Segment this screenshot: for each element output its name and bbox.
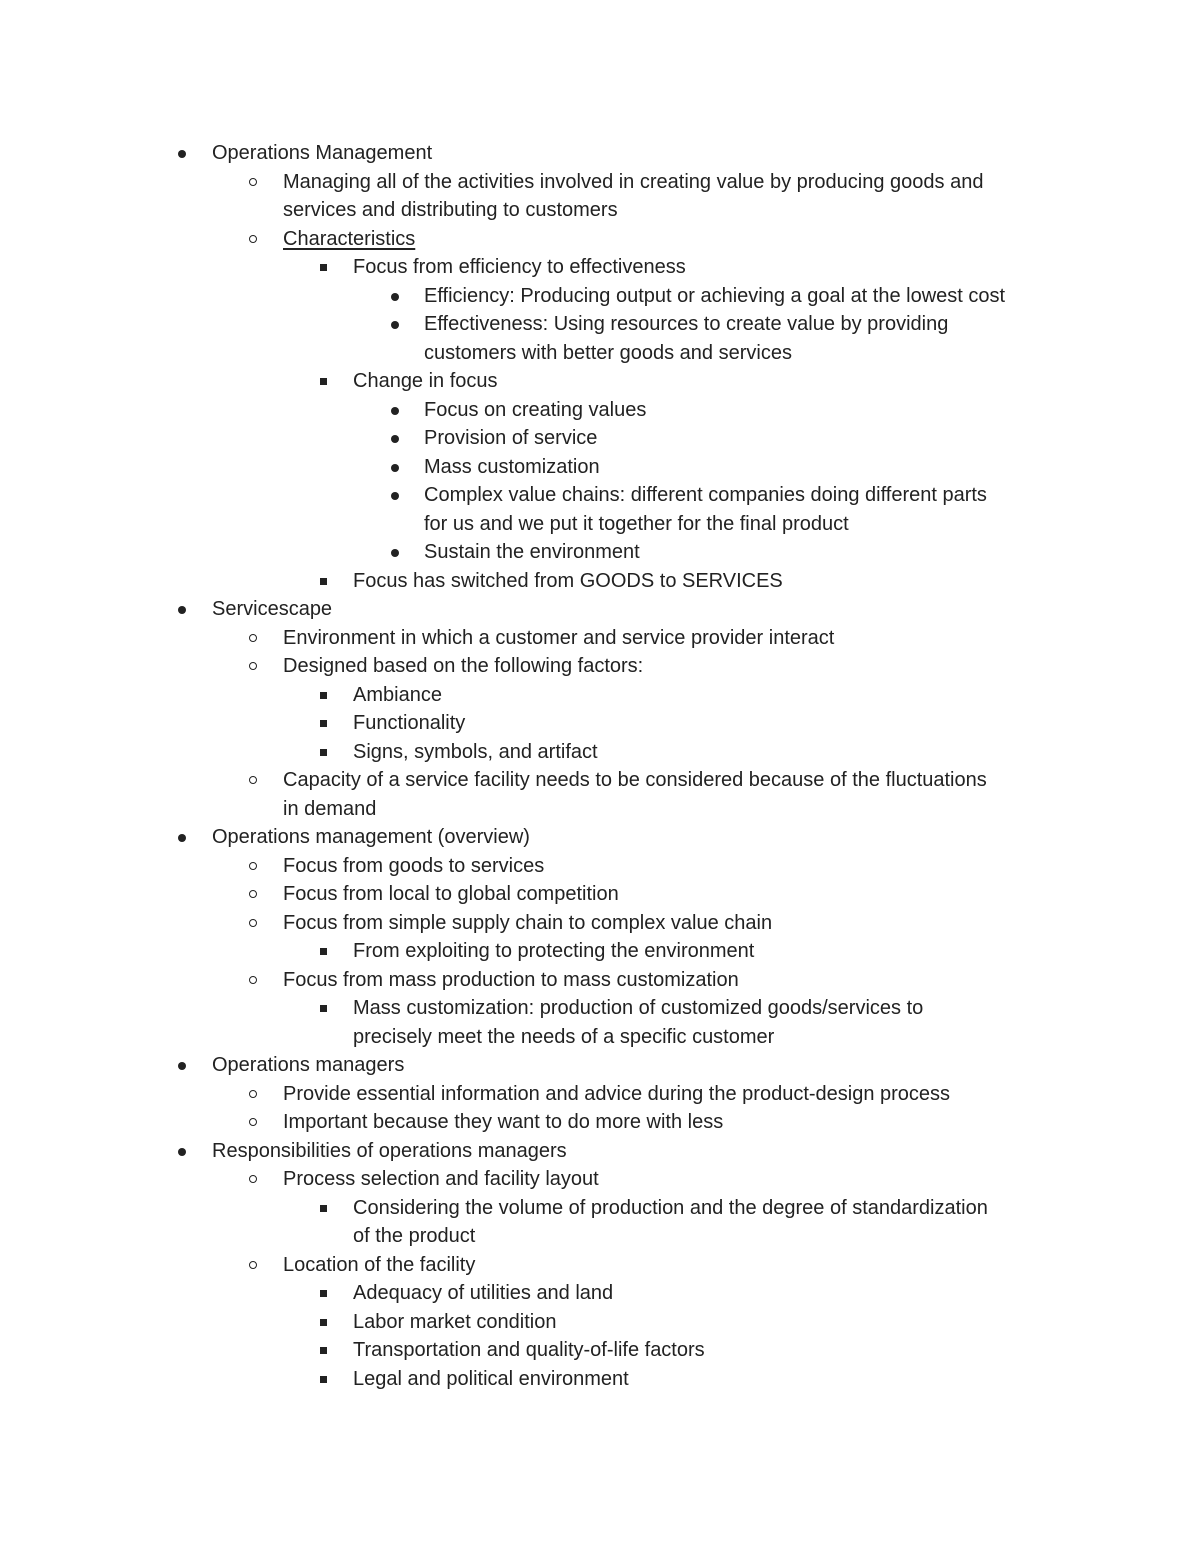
disc-bullet-icon	[178, 834, 186, 842]
list-item	[0, 909, 1200, 938]
list-item	[0, 1308, 1200, 1337]
list-item-text: Transportation and quality-of-life factors	[353, 1339, 705, 1361]
list-item	[0, 481, 1200, 538]
list-item	[0, 1108, 1200, 1137]
list-item-text: Responsibilities of operations managers	[212, 1139, 567, 1162]
list-item-text: Important because they want to do more with less	[283, 1111, 724, 1133]
list-item	[0, 1165, 1200, 1194]
list-item	[0, 823, 1200, 852]
list-item-text-continued: for us and we put it together for the final product	[424, 512, 849, 535]
circle-bullet-icon	[249, 890, 257, 898]
list-item-text: Process selection and facility layout	[283, 1168, 599, 1190]
square-bullet-icon	[320, 1205, 327, 1212]
circle-bullet-icon	[249, 178, 257, 186]
list-item-text-continued: services and distributing to customers	[283, 199, 618, 221]
disc-bullet-icon	[391, 464, 399, 472]
circle-bullet-icon	[249, 862, 257, 870]
square-bullet-icon	[320, 578, 327, 585]
square-bullet-icon	[320, 378, 327, 385]
list-item-text: Provide essential information and advice during the product-design process	[283, 1082, 951, 1105]
list-item	[0, 367, 1200, 396]
list-item	[0, 1279, 1200, 1308]
list-item-text: Legal and political environment	[353, 1367, 629, 1390]
list-item-text: Focus from mass production to mass customization	[283, 968, 739, 991]
disc-bullet-icon	[391, 549, 399, 557]
list-item-text: Functionality	[353, 712, 466, 734]
list-item	[0, 1137, 1200, 1166]
list-item-text: Signs, symbols, and artifact	[353, 740, 598, 763]
list-item-text: Capacity of a service facility needs to be considered because of the fluctuations	[283, 769, 987, 791]
disc-bullet-icon	[178, 1062, 186, 1070]
list-item-text-continued: in demand	[283, 797, 377, 820]
square-bullet-icon	[320, 1376, 327, 1383]
list-item-text-continued: of the product	[353, 1225, 476, 1247]
list-item-text: From exploiting to protecting the environment	[353, 940, 755, 962]
circle-bullet-icon	[249, 1261, 257, 1269]
list-item	[0, 567, 1200, 596]
list-item	[0, 766, 1200, 823]
list-item-text-continued: customers with better goods and services	[424, 341, 792, 364]
list-item	[0, 139, 1200, 168]
disc-bullet-icon	[178, 1148, 186, 1156]
list-item	[0, 880, 1200, 909]
list-item-text: Designed based on the following factors:	[283, 655, 644, 677]
list-item	[0, 225, 1200, 254]
list-item	[0, 424, 1200, 453]
list-item	[0, 994, 1200, 1051]
list-item-text: Mass customization	[424, 455, 600, 478]
disc-bullet-icon	[391, 435, 399, 443]
disc-bullet-icon	[391, 293, 399, 301]
circle-bullet-icon	[249, 976, 257, 984]
list-item-text: Focus from simple supply chain to complex value chain	[283, 911, 773, 934]
disc-bullet-icon	[391, 407, 399, 415]
square-bullet-icon	[320, 948, 327, 955]
list-item	[0, 852, 1200, 881]
list-item	[0, 652, 1200, 681]
disc-bullet-icon	[178, 150, 186, 158]
list-item	[0, 1080, 1200, 1109]
list-item-text: Sustain the environment	[424, 541, 640, 563]
circle-bullet-icon	[249, 662, 257, 670]
list-item-text: Labor market condition	[353, 1310, 557, 1333]
list-item	[0, 1336, 1200, 1365]
list-item	[0, 624, 1200, 653]
list-item-text: Location of the facility	[283, 1253, 476, 1276]
list-item	[0, 595, 1200, 624]
square-bullet-icon	[320, 1347, 327, 1354]
list-item	[0, 738, 1200, 767]
list-item-text: Focus on creating values	[424, 398, 647, 421]
list-item	[0, 681, 1200, 710]
list-item-text: Characteristics	[283, 227, 416, 250]
circle-bullet-icon	[249, 776, 257, 784]
list-item	[0, 1194, 1200, 1251]
list-item-text: Operations managers	[212, 1054, 405, 1076]
list-item-text: Effectiveness: Using resources to create value by providing	[424, 313, 949, 335]
list-item	[0, 453, 1200, 482]
disc-bullet-icon	[391, 492, 399, 500]
square-bullet-icon	[320, 264, 327, 271]
square-bullet-icon	[320, 720, 327, 727]
list-item	[0, 1251, 1200, 1280]
list-item-text: Change in focus	[353, 370, 498, 392]
list-item-text: Focus from goods to services	[283, 854, 545, 877]
list-item-text: Focus has switched from GOODS to SERVICES	[353, 569, 783, 592]
list-item	[0, 282, 1200, 311]
list-item-text: Operations Management	[212, 142, 433, 164]
list-item-text: Focus from local to global competition	[283, 883, 619, 905]
list-item-text-continued: precisely meet the needs of a specific customer	[353, 1025, 775, 1048]
list-item-text: Ambiance	[353, 683, 442, 706]
square-bullet-icon	[320, 1005, 327, 1012]
circle-bullet-icon	[249, 1118, 257, 1126]
circle-bullet-icon	[249, 919, 257, 927]
list-item	[0, 709, 1200, 738]
list-item	[0, 396, 1200, 425]
list-item	[0, 937, 1200, 966]
notes-document	[0, 139, 1200, 1393]
circle-bullet-icon	[249, 634, 257, 642]
square-bullet-icon	[320, 1290, 327, 1297]
disc-bullet-icon	[178, 606, 186, 614]
list-item	[0, 966, 1200, 995]
list-item-text: Complex value chains: different companies doing different parts	[424, 484, 987, 506]
list-item	[0, 168, 1200, 225]
list-item	[0, 1365, 1200, 1394]
circle-bullet-icon	[249, 1175, 257, 1183]
list-item-text: Efficiency: Producing output or achieving a goal at the lowest cost	[424, 284, 1006, 307]
disc-bullet-icon	[391, 321, 399, 329]
circle-bullet-icon	[249, 1090, 257, 1098]
list-item-text: Adequacy of utilities and land	[353, 1282, 614, 1304]
list-item-text: Mass customization: production of customized goods/services to	[353, 997, 924, 1019]
square-bullet-icon	[320, 692, 327, 699]
list-item-text: Managing all of the activities involved in creating value by producing goods and	[283, 170, 984, 193]
list-item-text: Servicescape	[212, 598, 333, 620]
list-item-text: Operations management (overview)	[212, 826, 530, 848]
circle-bullet-icon	[249, 235, 257, 243]
square-bullet-icon	[320, 1319, 327, 1326]
list-item	[0, 1051, 1200, 1080]
square-bullet-icon	[320, 749, 327, 756]
list-item	[0, 310, 1200, 367]
list-item-text: Provision of service	[424, 427, 598, 449]
list-item-text: Environment in which a customer and service provider interact	[283, 626, 835, 649]
list-item	[0, 538, 1200, 567]
list-item-text: Focus from efficiency to effectiveness	[353, 256, 686, 278]
list-item	[0, 253, 1200, 282]
list-item-text: Considering the volume of production and the degree of standardization	[353, 1196, 988, 1219]
